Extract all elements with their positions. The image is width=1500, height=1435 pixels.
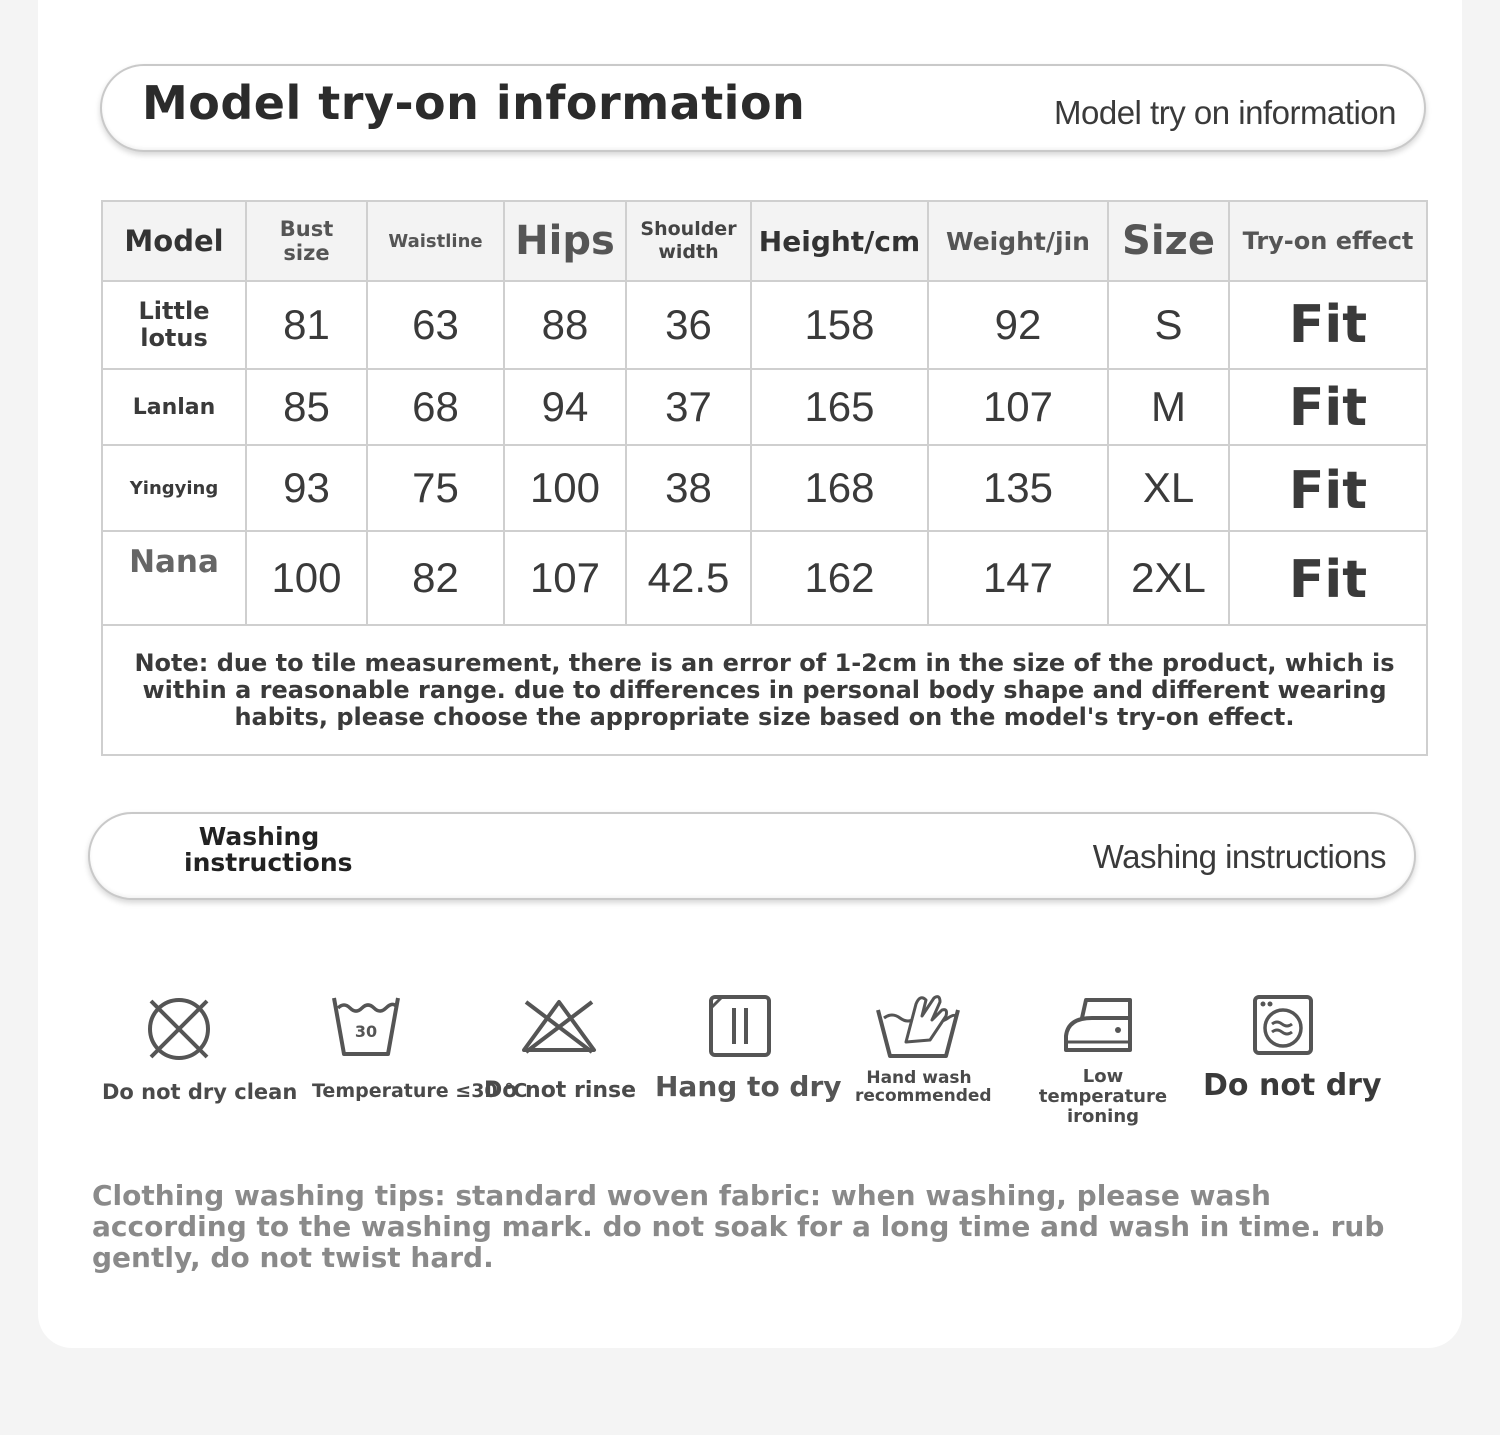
bust-value: 93 [246,445,367,531]
table-row [102,531,1427,625]
effect-value: Fit [1229,531,1427,625]
hips-value: 107 [504,531,626,625]
section-subtitle: Model try on information [1054,94,1396,131]
weight-value: 135 [928,445,1108,531]
wash-30-icon [330,992,402,1058]
wash-label: Hang to dry [655,1070,842,1103]
shoulder-value: 37 [626,369,751,445]
wash-temp-text: 30 [354,1022,378,1041]
table-row [102,445,1427,531]
wash-label: Low temperature ironing [1038,1066,1168,1127]
effect-value: Fit [1229,369,1427,445]
col-header-model: Model [102,201,246,281]
section-subtitle: Washing instructions [1092,838,1386,875]
waist-value: 82 [367,531,504,625]
wash-label: Do not dry clean [102,1080,298,1104]
col-header-weight: Weight/jin [928,201,1108,281]
size-value: 2XL [1108,531,1229,625]
table-row [102,281,1427,369]
weight-value: 92 [928,281,1108,369]
shoulder-value: 38 [626,445,751,531]
do-not-bleach-icon [520,996,598,1056]
col-header-size: Size [1108,201,1229,281]
height-value: 165 [751,369,928,445]
model-name: Little lotus [102,281,246,369]
hang-dry-icon [708,994,772,1058]
size-value: S [1108,281,1229,369]
hand-wash-icon [874,990,962,1060]
table-row [102,369,1427,445]
hips-value: 94 [504,369,626,445]
height-value: 158 [751,281,928,369]
col-header-hips: Hips [504,201,626,281]
weight-value: 147 [928,531,1108,625]
size-table [101,200,1428,756]
washing-header [88,812,1416,900]
table-header-row [102,201,1427,281]
shoulder-value: 36 [626,281,751,369]
col-header-height: Height/cm [751,201,928,281]
col-header-waist: Waistline [367,201,504,281]
hips-value: 88 [504,281,626,369]
model-name: Yingying [102,445,246,531]
bust-value: 81 [246,281,367,369]
wash-label: Hand wash recommended [855,1068,992,1106]
col-header-effect: Try-on effect [1229,201,1427,281]
size-value: M [1108,369,1229,445]
iron-low-icon [1062,994,1136,1056]
hips-value: 100 [504,445,626,531]
col-header-shoulder: Shoulder width [626,201,751,281]
model-name: Nana [102,531,246,625]
weight-value: 107 [928,369,1108,445]
waist-value: 68 [367,369,504,445]
do-not-dry-clean-icon [144,994,214,1064]
col-header-bust: Bust size [246,201,367,281]
shoulder-value: 42.5 [626,531,751,625]
wash-label: Temperature ≤30 ℃ [312,1080,528,1102]
note-row [102,625,1427,755]
wash-label: Do not rinse [484,1078,637,1103]
effect-value: Fit [1229,445,1427,531]
do-not-tumble-dry-icon [1252,994,1314,1056]
waist-value: 63 [367,281,504,369]
height-value: 168 [751,445,928,531]
section-title: Washing instructions [184,822,353,877]
model-name: Lanlan [102,369,246,445]
size-value: XL [1108,445,1229,531]
bust-value: 100 [246,531,367,625]
model-tryon-header [100,64,1426,152]
effect-value: Fit [1229,281,1427,369]
height-value: 162 [751,531,928,625]
measurement-note: Note: due to tile measurement, there is an error of 1-2cm in the size of the product, which is within a reasonable range. due to differences in personal body shape and different wearing habits, please choose the appropriate size based on the model's try-on effect. [102,625,1427,755]
waist-value: 75 [367,445,504,531]
wash-label: Do not dry [1203,1068,1382,1103]
bust-value: 85 [246,369,367,445]
washing-tips: Clothing washing tips: standard woven fabric: when washing, please wash according to the washing mark. do not soak for a long time and wash in time. rub gently, do not twist hard. [92,1179,1385,1274]
section-title: Model try-on information [142,76,806,130]
